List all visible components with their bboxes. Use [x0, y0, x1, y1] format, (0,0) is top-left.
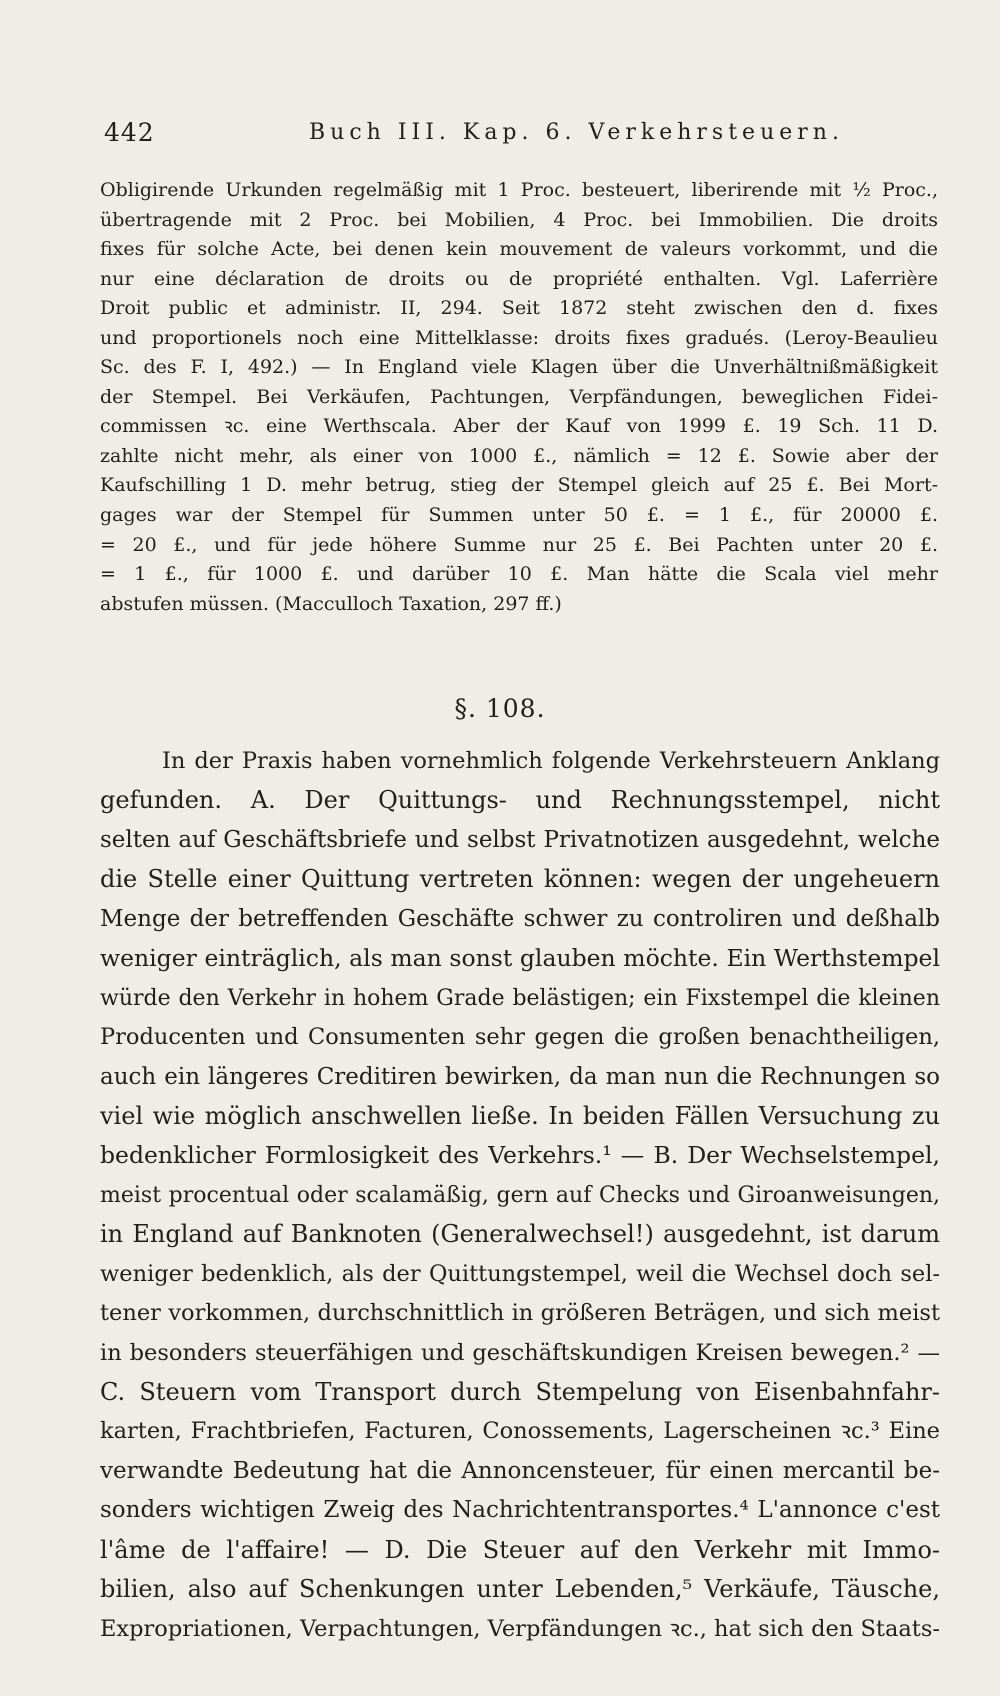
- body-line: l'âme de l'affaire! — D. Die Steuer auf den Verkehr mit Immo-: [100, 1535, 940, 1564]
- footnote-line: commissen ꝛc. eine Werthscala. Aber der Kauf von 1999 £. 19 Sch. 11 D.: [100, 415, 938, 438]
- body-line: in besonders steuerfähigen und geschäftskundigen Kreisen bewegen.² —: [100, 1339, 940, 1366]
- body-line: würde den Verkehr in hohem Grade belästigen; ein Fixstempel die kleinen: [100, 985, 940, 1011]
- body-line: in England auf Banknoten (Generalwechsel!) ausgedehnt, ist darum: [100, 1220, 940, 1249]
- footnote-block: [100, 176, 938, 619]
- footnote-line: = 20 £., und für jede höhere Summe nur 25 £. Bei Pachten unter 20 £.: [100, 533, 938, 556]
- body-line: C. Steuern vom Transport durch Stempelung von Eisenbahnfahr-: [100, 1378, 940, 1406]
- section-heading: §. 108.: [454, 694, 546, 723]
- body-line: Expropriationen, Verpachtungen, Verpfändungen ꝛc., hat sich den Staats-: [100, 1615, 940, 1642]
- body-line: karten, Frachtbriefen, Facturen, Conossements, Lagerscheinen ꝛc.³ Eine: [100, 1418, 940, 1445]
- footnote-line: und proportionels noch eine Mittelklasse: droits fixes gradués. (Leroy-Beaulieu: [100, 326, 938, 349]
- body-line: tener vorkommen, durchschnittlich in größeren Beträgen, und sich meist: [100, 1300, 940, 1327]
- footnote-line: = 1 £., für 1000 £. und darüber 10 £. Man hätte die Scala viel mehr: [100, 563, 938, 586]
- footnote-line: der Stempel. Bei Verkäufen, Pachtungen, Verpfändungen, beweglichen Fidei-: [100, 385, 938, 408]
- body-line: sonders wichtigen Zweig des Nachrichtentransportes.⁴ L'annonce c'est: [100, 1497, 940, 1524]
- footnote-line: abstufen müssen. (Macculloch Taxation, 297 ff.): [100, 592, 562, 615]
- body-line: selten auf Geschäftsbriefe und selbst Privatnotizen ausgedehnt, welche: [100, 826, 940, 853]
- body-line: Producenten und Consumenten sehr gegen die großen benachtheiligen,: [100, 1024, 940, 1051]
- footnote-line: Sc. des F. I, 492.) — In England viele Klagen über die Unverhältnißmäßigkeit: [100, 356, 938, 379]
- body-line: verwandte Bedeutung hat die Annoncensteuer, für einen mercantil be-: [100, 1457, 940, 1484]
- footnote-line: Obligirende Urkunden regelmäßig mit 1 Proc. besteuert, liberirende mit ½ Proc.,: [100, 179, 938, 201]
- page-header: [104, 118, 944, 158]
- body-line: viel wie möglich anschwellen ließe. In beiden Fällen Versuchung zu: [100, 1101, 940, 1130]
- body-line: weniger einträglich, als man sonst glauben möchte. Ein Werthstempel: [100, 944, 940, 973]
- footnote-line: zahlte nicht mehr, als einer von 1000 £., nämlich = 12 £. Sowie aber der: [100, 444, 938, 467]
- body-line: gefunden. A. Der Quittungs- und Rechnungsstempel, nicht: [100, 786, 940, 815]
- body-text: [100, 742, 940, 1649]
- body-line: weniger bedenklich, als der Quittungstempel, weil die Wechsel doch sel-: [100, 1260, 940, 1287]
- footnote-line: fixes für solche Acte, bei denen kein mouvement de valeurs vorkommt, und die: [100, 238, 938, 261]
- running-head: Buch III. Kap. 6. Verkehrsteuern.: [309, 120, 844, 145]
- footnote-line: Droit public et administr. II, 294. Seit 1872 steht zwischen den d. fixes: [100, 297, 938, 320]
- body-line: die Stelle einer Quittung vertreten können: wegen der ungeheuern: [100, 865, 940, 894]
- body-line: Menge der betreffenden Geschäfte schwer zu controliren und deßhalb: [100, 905, 940, 932]
- body-line: meist procentual oder scalamäßig, gern auf Checks und Giroanweisungen,: [100, 1182, 940, 1208]
- footnote-line: Kaufschilling 1 D. mehr betrug, stieg der Stempel gleich auf 25 £. Bei Mort-: [100, 474, 938, 497]
- body-line: bilien, also auf Schenkungen unter Lebenden,⁵ Verkäufe, Täusche,: [100, 1575, 940, 1604]
- footnote-line: nur eine déclaration de droits ou de propriété enthalten. Vgl. Laferrière: [100, 267, 938, 290]
- body-line: bedenklicher Formlosigkeit des Verkehrs.¹ — B. Der Wechselstempel,: [100, 1141, 940, 1170]
- footnote-line: übertragende mit 2 Proc. bei Mobilien, 4 Proc. bei Immobilien. Die droits: [100, 208, 938, 231]
- page-number: 442: [104, 118, 155, 147]
- body-line: In der Praxis haben vornehmlich folgende Verkehrsteuern Anklang: [162, 748, 940, 774]
- footnote-line: gages war der Stempel für Summen unter 50 £. = 1 £., für 20000 £.: [100, 504, 938, 527]
- body-line: auch ein längeres Creditiren bewirken, da man nun die Rechnungen so: [100, 1063, 940, 1090]
